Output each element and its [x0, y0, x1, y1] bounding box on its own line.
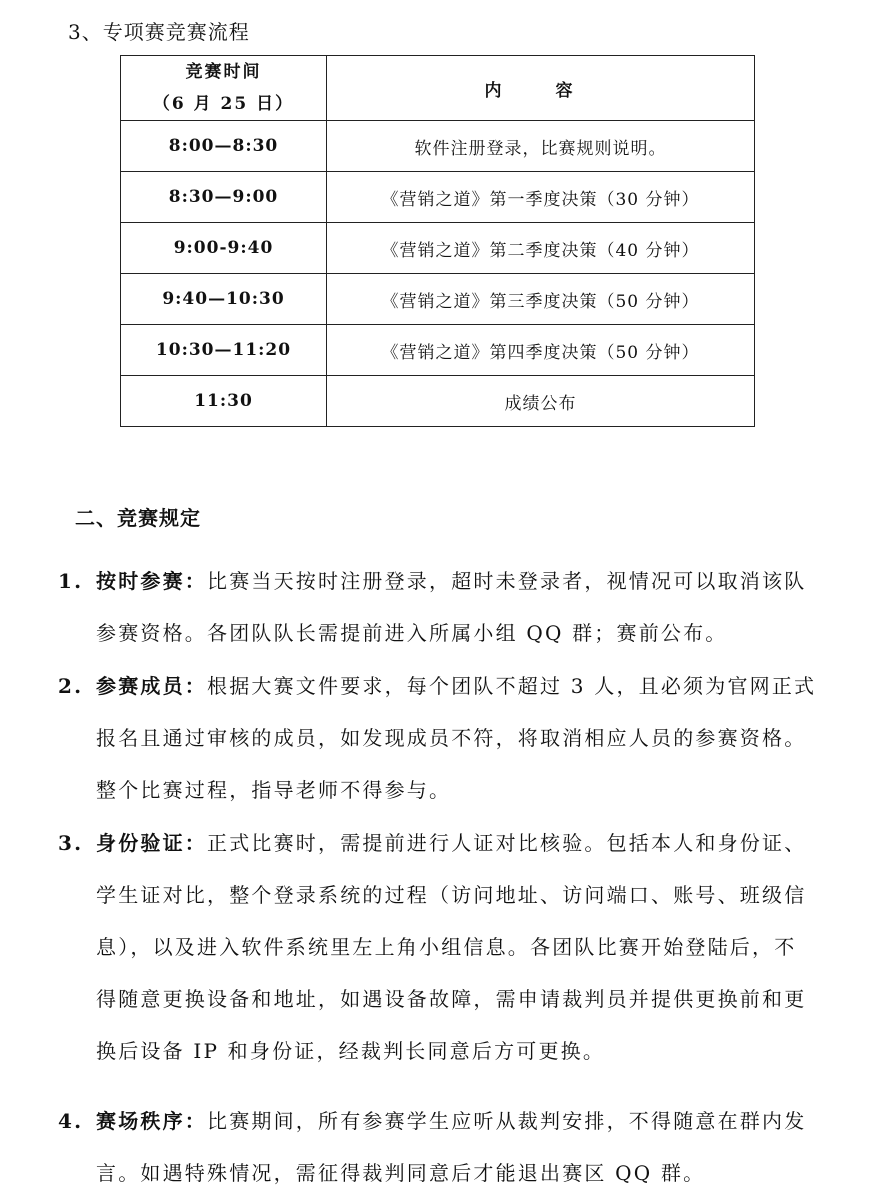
time-cell: 9:40—10:30: [121, 274, 327, 325]
table-row: [121, 121, 755, 172]
rule-lead: 参赛成员：: [96, 674, 207, 698]
rule-text: 整个比赛过程，指导老师不得参与。: [96, 778, 452, 802]
time-cell: 9:00-9:40: [121, 223, 327, 274]
header-time: [121, 56, 327, 121]
rule-3: [58, 817, 858, 1077]
rule-text: 换后设备 IP 和身份证，经裁判长同意后方可更换。: [96, 1039, 606, 1063]
time-cell: 10:30—11:20: [121, 325, 327, 376]
content-cell: 《营销之道》第二季度决策（40 分钟）: [327, 223, 755, 274]
rule-lead: 按时参赛：: [96, 569, 207, 593]
rule-number: 1.: [58, 569, 84, 593]
content-cell: 《营销之道》第四季度决策（50 分钟）: [327, 325, 755, 376]
rule-text: 言。如遇特殊情况，需征得裁判同意后才能退出赛区 QQ 群。: [96, 1161, 706, 1185]
content-cell: 《营销之道》第三季度决策（50 分钟）: [327, 274, 755, 325]
table-row: [121, 376, 755, 427]
rule-text: 比赛当天按时注册登录，超时未登录者，视情况可以取消该队: [207, 569, 807, 593]
rule-1: [58, 555, 858, 659]
time-cell: 8:30—9:00: [121, 172, 327, 223]
table-row: [121, 274, 755, 325]
rule-lead: 赛场秩序：: [96, 1109, 207, 1133]
rule-text: 学生证对比，整个登录系统的过程（访问地址、访问端口、账号、班级信: [96, 883, 807, 907]
rule-4: [58, 1095, 858, 1199]
content-cell: 软件注册登录，比赛规则说明。: [327, 121, 755, 172]
rule-text: 根据大赛文件要求，每个团队不超过 3 人，且必须为官网正式: [207, 674, 817, 698]
rule-text: 息），以及进入软件系统里左上角小组信息。各团队比赛开始登陆后，不: [96, 935, 797, 959]
rule-text: 参赛资格。各团队队长需提前进入所属小组 QQ 群；赛前公布。: [96, 621, 728, 645]
time-cell: 8:00—8:30: [121, 121, 327, 172]
rule-number: 2.: [58, 674, 84, 698]
table-row: [121, 325, 755, 376]
rules-title: 二、竞赛规定: [75, 506, 201, 530]
schedule-table: [120, 55, 755, 427]
content-cell: 成绩公布: [327, 376, 755, 427]
header-time-line2: （6 月 25 日）: [152, 94, 295, 114]
content-cell: 《营销之道》第一季度决策（30 分钟）: [327, 172, 755, 223]
table-row: [121, 223, 755, 274]
rule-number: 4.: [58, 1109, 84, 1133]
header-content: 内 容: [327, 56, 755, 121]
rule-2: [58, 660, 858, 816]
header-time-line1: 竞赛时间: [185, 62, 262, 82]
rule-lead: 身份验证：: [96, 831, 207, 855]
rule-number: 3.: [58, 831, 84, 855]
rule-text: 正式比赛时，需提前进行人证对比核验。包括本人和身份证、: [207, 831, 807, 855]
table-row: [121, 172, 755, 223]
section-heading: 3、专项赛竞赛流程: [68, 20, 250, 44]
table-header-row: [121, 56, 755, 121]
rule-text: 比赛期间，所有参赛学生应听从裁判安排，不得随意在群内发: [207, 1109, 807, 1133]
rule-text: 报名且通过审核的成员，如发现成员不符，将取消相应人员的参赛资格。: [96, 726, 807, 750]
time-cell: 11:30: [121, 376, 327, 427]
rule-text: 得随意更换设备和地址，如遇设备故障，需申请裁判员并提供更换前和更: [96, 987, 807, 1011]
